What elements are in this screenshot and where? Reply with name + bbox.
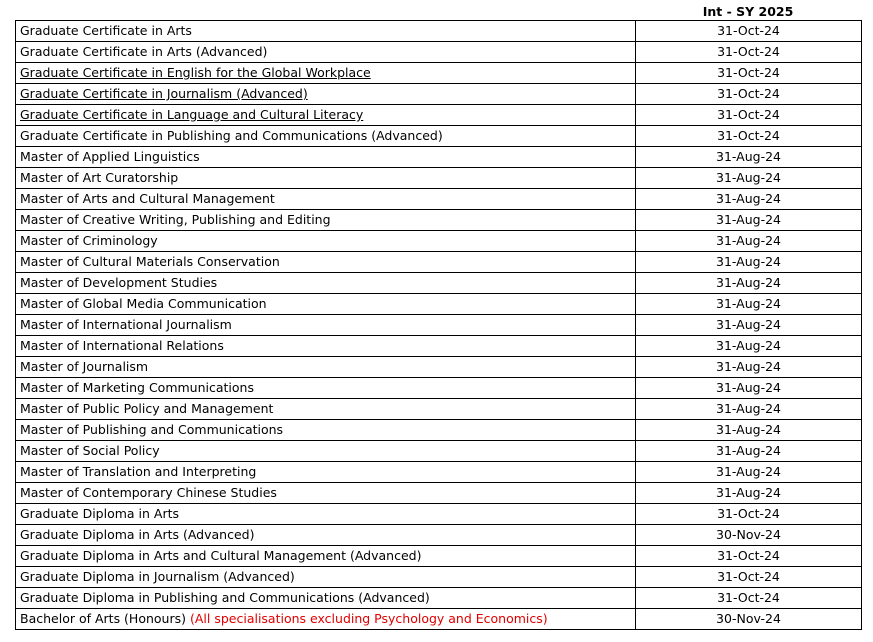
program-name: Master of International Relations xyxy=(20,338,224,353)
deadline-date-cell: 31-Oct-24 xyxy=(636,546,862,567)
table-row xyxy=(16,168,862,189)
program-name-cell xyxy=(16,483,636,504)
program-name-cell xyxy=(16,357,636,378)
deadline-date-cell: 31-Aug-24 xyxy=(636,378,862,399)
table-body xyxy=(16,21,862,630)
table-row xyxy=(16,567,862,588)
program-name: Bachelor of Arts (Honours) xyxy=(20,611,186,626)
program-name: Master of Cultural Materials Conservation xyxy=(20,254,280,269)
table-row xyxy=(16,84,862,105)
program-name: Master of Journalism xyxy=(20,359,149,374)
program-name: Master of Criminology xyxy=(20,233,158,248)
deadline-date-cell: 31-Aug-24 xyxy=(636,357,862,378)
deadline-date-cell: 31-Aug-24 xyxy=(636,336,862,357)
program-name-cell[interactable] xyxy=(16,105,636,126)
table-row xyxy=(16,315,862,336)
program-name: Master of Applied Linguistics xyxy=(20,149,200,164)
deadline-date-cell: 31-Aug-24 xyxy=(636,210,862,231)
program-name: Graduate Diploma in Journalism (Advanced) xyxy=(20,569,295,584)
deadline-date-cell: 30-Nov-24 xyxy=(636,525,862,546)
table-row xyxy=(16,525,862,546)
date-column-header: Int - SY 2025 xyxy=(702,4,794,19)
program-name: Master of Art Curatorship xyxy=(20,170,179,185)
table-row xyxy=(16,210,862,231)
table-row xyxy=(16,42,862,63)
program-name: Master of Public Policy and Management xyxy=(20,401,274,416)
program-name: Master of Development Studies xyxy=(20,275,218,290)
table-row xyxy=(16,189,862,210)
deadline-date-cell: 31-Oct-24 xyxy=(636,105,862,126)
program-name-cell xyxy=(16,441,636,462)
table-row xyxy=(16,231,862,252)
deadline-date-cell: 31-Aug-24 xyxy=(636,399,862,420)
table-row xyxy=(16,357,862,378)
program-name: Master of Creative Writing, Publishing and Editing xyxy=(20,212,331,227)
program-name-cell[interactable] xyxy=(16,84,636,105)
program-name: Master of Arts and Cultural Management xyxy=(20,191,275,206)
deadline-date-cell: 31-Aug-24 xyxy=(636,462,862,483)
deadline-date-cell: 31-Aug-24 xyxy=(636,315,862,336)
deadline-date-cell: 31-Aug-24 xyxy=(636,273,862,294)
deadline-date-cell: 31-Oct-24 xyxy=(636,84,862,105)
program-name: Graduate Diploma in Arts (Advanced) xyxy=(20,527,255,542)
program-note: (All specialisations excluding Psychology and Economics) xyxy=(189,611,548,626)
program-name: Master of Publishing and Communications xyxy=(20,422,284,437)
program-name: Graduate Certificate in Arts (Advanced) xyxy=(20,44,268,59)
program-name-cell xyxy=(16,147,636,168)
deadline-date-cell: 31-Aug-24 xyxy=(636,483,862,504)
deadline-date-cell: 31-Aug-24 xyxy=(636,168,862,189)
table-row xyxy=(16,609,862,630)
table-row xyxy=(16,126,862,147)
program-name-cell[interactable] xyxy=(16,63,636,84)
program-name-cell xyxy=(16,294,636,315)
table-row xyxy=(16,63,862,84)
program-name-cell xyxy=(16,609,636,630)
table-row xyxy=(16,399,862,420)
program-name-cell xyxy=(16,315,636,336)
table-row xyxy=(16,21,862,42)
table-row xyxy=(16,378,862,399)
table-row xyxy=(16,105,862,126)
program-name-cell xyxy=(16,588,636,609)
program-name-cell xyxy=(16,525,636,546)
program-name-cell xyxy=(16,336,636,357)
program-name-cell xyxy=(16,231,636,252)
program-link[interactable]: Graduate Certificate in English for the Global Workplace xyxy=(20,65,371,80)
program-link[interactable]: Graduate Certificate in Journalism (Advanced) xyxy=(20,86,308,101)
deadline-date-cell: 31-Aug-24 xyxy=(636,231,862,252)
program-name-cell xyxy=(16,168,636,189)
program-name: Graduate Diploma in Arts and Cultural Management (Advanced) xyxy=(20,548,422,563)
program-name-cell xyxy=(16,189,636,210)
deadline-date-cell: 31-Aug-24 xyxy=(636,420,862,441)
table-row xyxy=(16,294,862,315)
program-name: Master of Translation and Interpreting xyxy=(20,464,257,479)
deadline-date-cell: 31-Oct-24 xyxy=(636,63,862,84)
deadline-date-cell: 31-Aug-24 xyxy=(636,294,862,315)
deadline-date-cell: 31-Oct-24 xyxy=(636,21,862,42)
program-name: Master of Global Media Communication xyxy=(20,296,267,311)
table-row xyxy=(16,483,862,504)
table-row xyxy=(16,147,862,168)
program-name-cell xyxy=(16,420,636,441)
table-row xyxy=(16,273,862,294)
table-row xyxy=(16,336,862,357)
program-name-cell xyxy=(16,546,636,567)
deadline-date-cell: 30-Nov-24 xyxy=(636,609,862,630)
table-row xyxy=(16,441,862,462)
program-name-cell xyxy=(16,462,636,483)
deadline-date-cell: 31-Oct-24 xyxy=(636,42,862,63)
program-name: Graduate Certificate in Publishing and Communications (Advanced) xyxy=(20,128,443,143)
program-name-cell xyxy=(16,252,636,273)
program-name: Master of Contemporary Chinese Studies xyxy=(20,485,277,500)
deadline-date-cell: 31-Aug-24 xyxy=(636,252,862,273)
program-name-cell xyxy=(16,567,636,588)
deadline-date-cell: 31-Oct-24 xyxy=(636,567,862,588)
program-name: Graduate Diploma in Publishing and Communications (Advanced) xyxy=(20,590,430,605)
program-name-cell xyxy=(16,273,636,294)
deadline-date-cell: 31-Oct-24 xyxy=(636,126,862,147)
deadline-date-cell: 31-Aug-24 xyxy=(636,147,862,168)
table-row xyxy=(16,546,862,567)
program-name-cell xyxy=(16,21,636,42)
program-name-cell xyxy=(16,504,636,525)
table-row xyxy=(16,420,862,441)
program-name: Master of Marketing Communications xyxy=(20,380,254,395)
program-name-cell xyxy=(16,378,636,399)
program-name-cell xyxy=(16,210,636,231)
deadline-date-cell: 31-Aug-24 xyxy=(636,441,862,462)
deadline-date-cell: 31-Aug-24 xyxy=(636,189,862,210)
program-name: Master of Social Policy xyxy=(20,443,160,458)
table-row xyxy=(16,504,862,525)
table-row xyxy=(16,252,862,273)
program-name: Graduate Diploma in Arts xyxy=(20,506,180,521)
program-name-cell xyxy=(16,126,636,147)
program-name-cell xyxy=(16,42,636,63)
program-name: Graduate Certificate in Arts xyxy=(20,23,192,38)
deadline-date-cell: 31-Oct-24 xyxy=(636,504,862,525)
program-name: Master of International Journalism xyxy=(20,317,232,332)
program-link[interactable]: Graduate Certificate in Language and Cultural Literacy xyxy=(20,107,364,122)
program-name-cell xyxy=(16,399,636,420)
deadline-date-cell: 31-Oct-24 xyxy=(636,588,862,609)
application-deadlines-table xyxy=(15,20,862,630)
table-row xyxy=(16,462,862,483)
table-row xyxy=(16,588,862,609)
